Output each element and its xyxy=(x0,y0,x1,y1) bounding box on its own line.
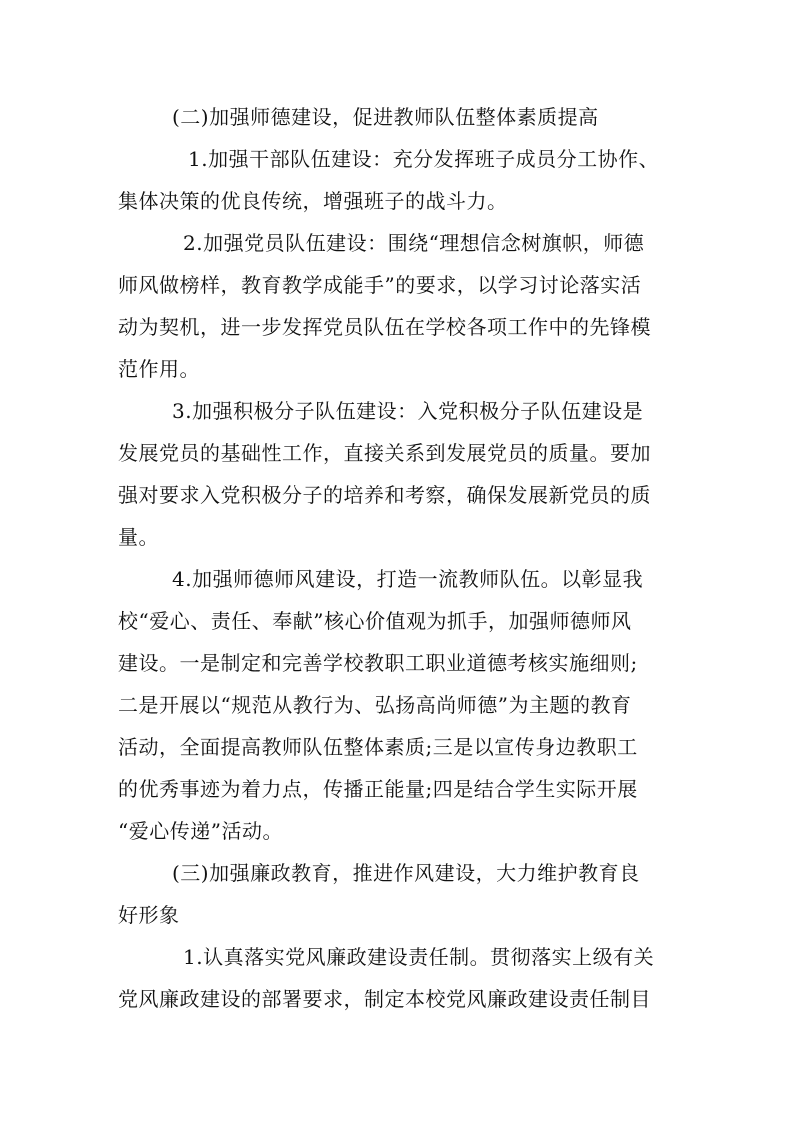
paragraph-line: 师风做榜样，教育教学成能手”的要求，以学习讨论落实活 xyxy=(118,273,642,297)
paragraph-line: 量。 xyxy=(118,525,159,549)
paragraph-line: 1.认真落实党风廉政建设责任制。贯彻落实上级有关 xyxy=(183,945,655,969)
paragraph-line: 动为契机，进一步发挥党员队伍在学校各项工作中的先锋模 xyxy=(118,315,651,339)
paragraph-line: “爱心传递”活动。 xyxy=(118,819,283,843)
paragraph-line: 二是开展以“规范从教行为、弘扬高尚师德”为主题的教育 xyxy=(118,693,632,717)
paragraph-line: 集体决策的优良传统，增强班子的战斗力。 xyxy=(118,189,508,213)
paragraph-line: 强对要求入党积极分子的培养和考察，确保发展新党员的质 xyxy=(118,483,651,507)
paragraph-line: 范作用。 xyxy=(118,357,200,381)
paragraph-line: 2.加强党员队伍建设：围绕“理想信念树旗帜，师德 xyxy=(183,231,645,255)
paragraph-line: 活动，全面提高教师队伍整体素质;三是以宣传身边教职工 xyxy=(118,735,638,759)
paragraph-line: 校“爱心、责任、奉献”核心价值观为抓手，加强师德师风 xyxy=(118,609,632,633)
section-heading-3: (三)加强廉政教育，推进作风建设，大力维护教育良 xyxy=(172,861,640,885)
paragraph-line: 建设。一是制定和完善学校教职工职业道德考核实施细则; xyxy=(118,651,638,675)
paragraph-line: 党风廉政建设的部署要求，制定本校党风廉政建设责任制目 xyxy=(118,987,651,1011)
section-heading-2: (二)加强师德建设，促进教师队伍整体素质提高 xyxy=(172,105,599,129)
paragraph-line: 的优秀事迹为着力点，传播正能量;四是结合学生实际开展 xyxy=(118,777,638,801)
paragraph-line: 发展党员的基础性工作，直接关系到发展党员的质量。要加 xyxy=(118,441,651,465)
section-heading-3-continued: 好形象 xyxy=(118,903,180,927)
paragraph-line: 1.加强干部队伍建设：充分发挥班子成员分工协作、 xyxy=(188,147,660,171)
paragraph-line: 4.加强师德师风建设，打造一流教师队伍。以彰显我 xyxy=(172,567,644,591)
paragraph-line: 3.加强积极分子队伍建设：入党积极分子队伍建设是 xyxy=(172,399,644,423)
